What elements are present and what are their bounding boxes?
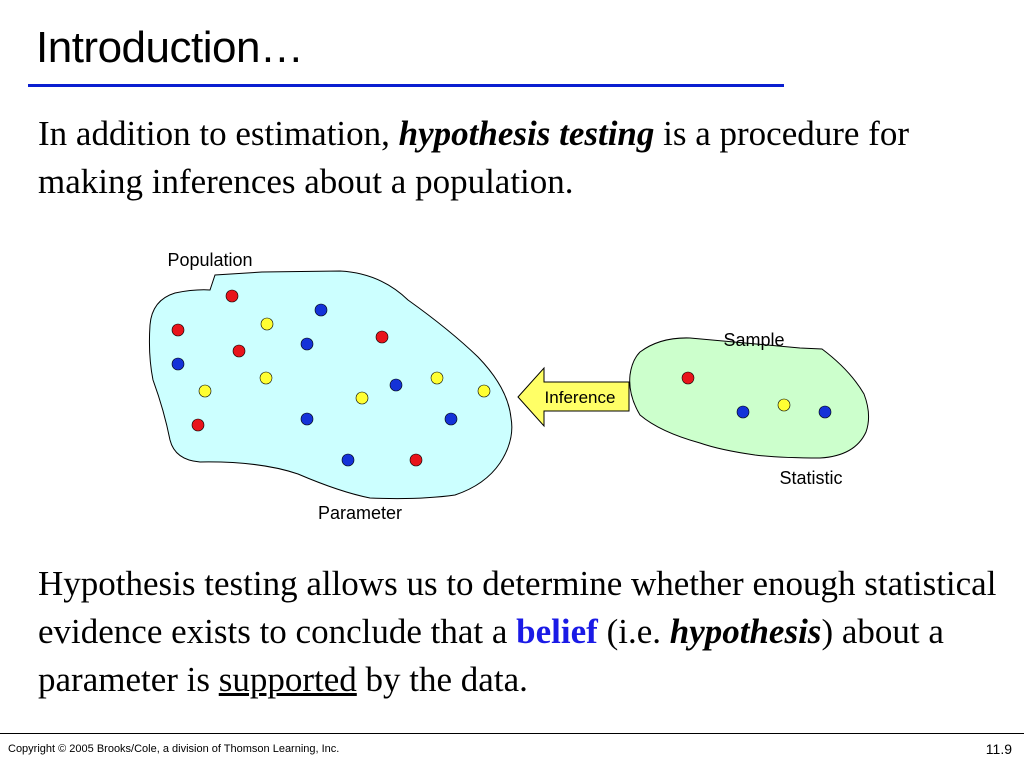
supported-term: supported (218, 660, 357, 699)
sample-blue-dot (737, 406, 749, 418)
population-yellow-dot (478, 385, 490, 397)
population-blob (149, 271, 511, 499)
sample-yellow-dot (778, 399, 790, 411)
population-yellow-dot (199, 385, 211, 397)
population-red-dot (376, 331, 388, 343)
sample-label: Sample (723, 330, 785, 350)
hypothesis-testing-term: hypothesis testing (398, 114, 655, 153)
hypothesis-text-2: (i.e. (597, 612, 670, 651)
population-blue-dot (301, 338, 313, 350)
sample-blue-dot (819, 406, 831, 418)
population-blue-dot (342, 454, 354, 466)
population-red-dot (192, 419, 204, 431)
intro-text-start: In addition to estimation, (38, 114, 399, 153)
population-blue-dot (301, 413, 313, 425)
population-blue-dot (445, 413, 457, 425)
population-red-dot (172, 324, 184, 336)
hypothesis-text-1: Hypothesis testing allows us to determine whether enough statistical evidence exists to conclude that a (38, 564, 997, 651)
statistic-label: Statistic (779, 468, 843, 488)
intro-text-end: is a procedure for making inferences about a population. (38, 114, 909, 201)
population-blue-dot (315, 304, 327, 316)
population-yellow-dot (261, 318, 273, 330)
hypothesis-paragraph (38, 560, 998, 704)
footer-divider (0, 733, 1024, 734)
population-yellow-dot (431, 372, 443, 384)
parameter-label: Parameter (317, 503, 403, 523)
hypothesis-text-4: by the data. (356, 660, 528, 699)
population-yellow-dot (356, 392, 368, 404)
population-blue-dot (172, 358, 184, 370)
sample-blob (630, 338, 869, 458)
population-blue-dot (390, 379, 402, 391)
belief-term: belief (516, 612, 598, 651)
sample-red-dot (682, 372, 694, 384)
hypothesis-term: hypothesis (669, 612, 822, 651)
population-label: Population (167, 250, 253, 270)
slide-title: Introduction… (36, 23, 304, 72)
inference-label: Inference (544, 388, 616, 407)
slide-number: 11.9 (985, 741, 1012, 757)
population-yellow-dot (260, 372, 272, 384)
population-red-dot (410, 454, 422, 466)
population-red-dot (233, 345, 245, 357)
copyright-notice: Copyright © 2005 Brooks/Cole, a division of Thomson Learning, Inc. (8, 743, 340, 755)
population-red-dot (226, 290, 238, 302)
hypothesis-text-3: ) about a parameter is (38, 612, 944, 699)
